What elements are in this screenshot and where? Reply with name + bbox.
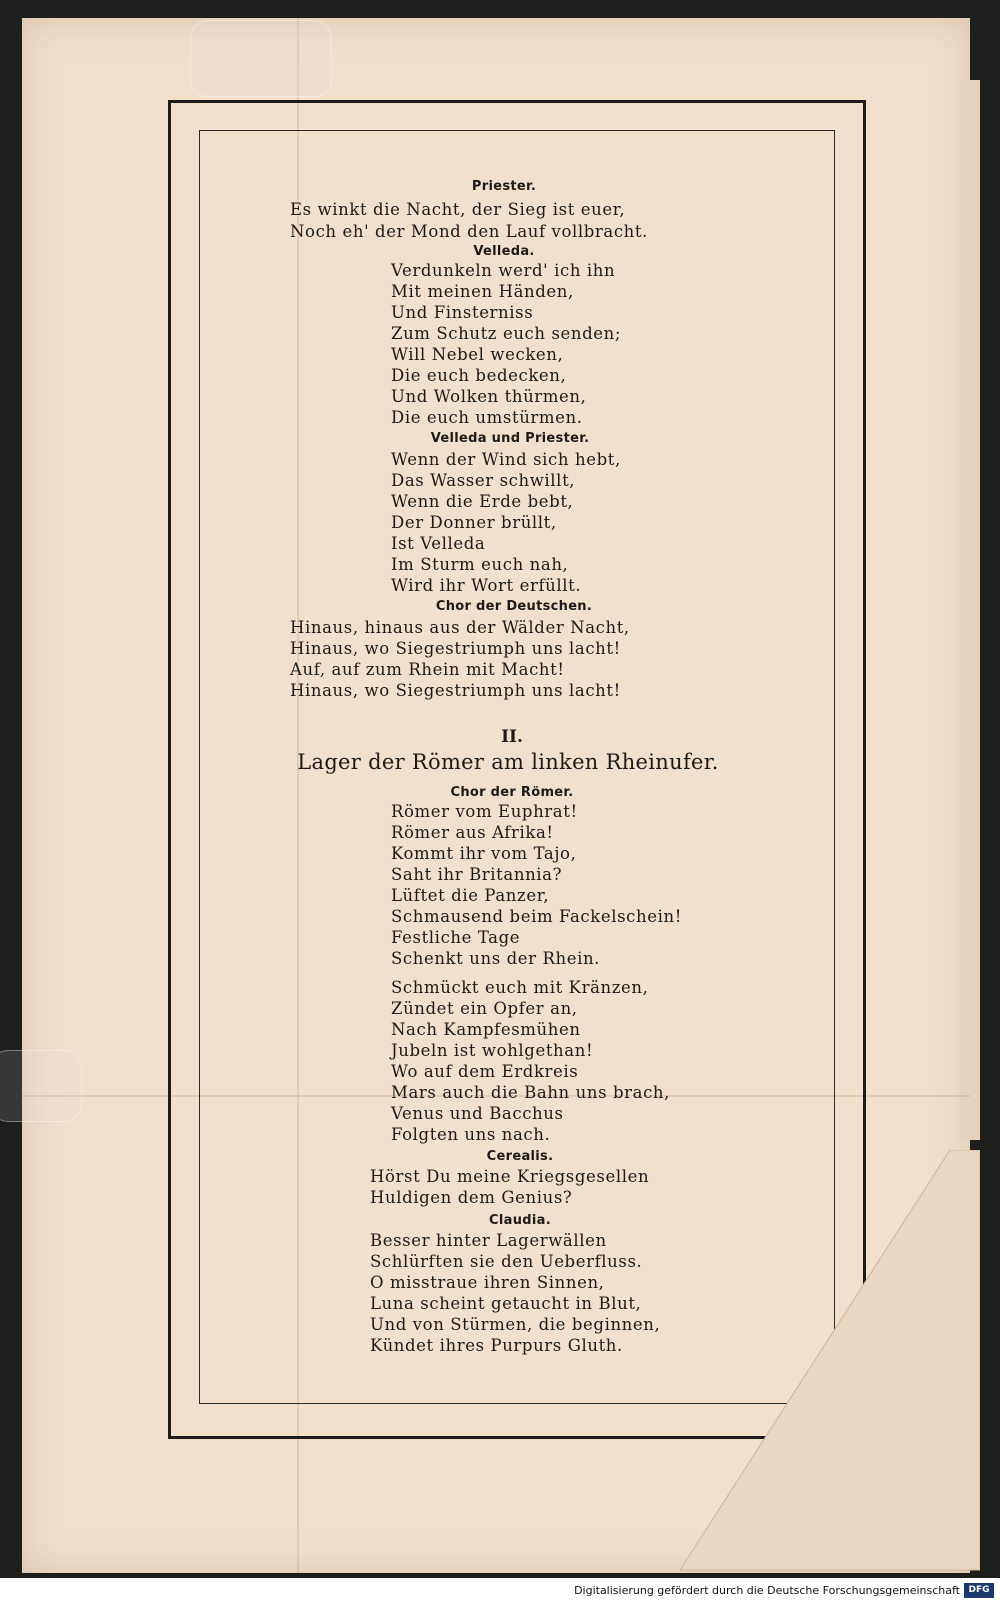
verse-line: Kommt ihr vom Tajo, [391, 844, 577, 863]
speaker-label: Cerealis. [486, 1149, 554, 1164]
verse-line: Besser hinter Lagerwällen [370, 1231, 607, 1250]
verse-line: Der Donner brüllt, [391, 513, 557, 532]
verse-line: Die euch umstürmen. [391, 408, 583, 427]
dfg-logo: DFG [964, 1583, 994, 1598]
speaker-label: Claudia. [489, 1213, 551, 1228]
footer-bar [0, 1578, 1000, 1605]
verse-line: Hinaus, wo Siegestriumph uns lacht! [290, 639, 621, 658]
verse-line: Die euch bedecken, [391, 366, 567, 385]
verse-line: Das Wasser schwillt, [391, 471, 576, 490]
footer-credit: Digitalisierung gefördert durch die Deutsche Forschungsgemeinschaft [574, 1584, 960, 1597]
verse-line: Schlürften sie den Ueberfluss. [370, 1252, 643, 1271]
verse-line: Verdunkeln werd' ich ihn [391, 261, 616, 280]
verse-line: Hinaus, hinaus aus der Wälder Nacht, [290, 618, 630, 637]
verse-line: Zündet ein Opfer an, [391, 999, 578, 1018]
verse-line: Wo auf dem Erdkreis [391, 1062, 579, 1081]
verse-line: Und Wolken thürmen, [391, 387, 587, 406]
verse-line: Und von Stürmen, die beginnen, [370, 1315, 661, 1334]
verse-line: Hörst Du meine Kriegsgesellen [370, 1167, 650, 1186]
verse-line: Im Sturm euch nah, [391, 555, 569, 574]
verse-line: Saht ihr Britannia? [391, 865, 563, 884]
verse-line: Und Finsterniss [391, 303, 534, 322]
verse-line: Ist Velleda [391, 534, 486, 553]
verse-line: Kündet ihres Purpurs Gluth. [370, 1336, 623, 1355]
verse-line: Auf, auf zum Rhein mit Macht! [290, 660, 565, 679]
verse-line: Zum Schutz euch senden; [391, 324, 622, 343]
folded-corner [680, 1150, 980, 1580]
verse-line: Jubeln ist wohlgethan! [391, 1041, 594, 1060]
verse-line: Festliche Tage [391, 928, 521, 947]
verse-line: Wird ihr Wort erfüllt. [391, 576, 582, 595]
verse-line: Schmückt euch mit Kränzen, [391, 978, 649, 997]
verse-line: Hinaus, wo Siegestriumph uns lacht! [290, 681, 621, 700]
verse-line: Mars auch die Bahn uns brach, [391, 1083, 670, 1102]
speaker-label: Priester. [471, 179, 537, 194]
verse-line: Schmausend beim Fackelschein! [391, 907, 682, 926]
verse-line: Venus und Bacchus [391, 1104, 564, 1123]
verse-line: Wenn der Wind sich hebt, [391, 450, 621, 469]
verse-line: Es winkt die Nacht, der Sieg ist euer, [290, 200, 626, 219]
speaker-label: Velleda und Priester. [430, 431, 590, 446]
verse-line: Huldigen dem Genius? [370, 1188, 573, 1207]
speaker-label: Chor der Deutschen. [435, 599, 593, 614]
verse-line: Folgten uns nach. [391, 1125, 551, 1144]
verse-line: Mit meinen Händen, [391, 282, 574, 301]
paper-edge [960, 80, 980, 1140]
verse-line: Römer vom Euphrat! [391, 802, 578, 821]
speaker-label: Velleda. [473, 244, 535, 259]
scene-heading: Lager der Römer am linken Rheinufer. [297, 750, 719, 774]
verse-line: Noch eh' der Mond den Lauf vollbracht. [290, 222, 648, 241]
verse-line: Römer aus Afrika! [391, 823, 554, 842]
verse-line: Schenkt uns der Rhein. [391, 949, 601, 968]
glass-clip [190, 20, 332, 97]
verse-line: Luna scheint getaucht in Blut, [370, 1294, 642, 1313]
act-number: II. [501, 727, 523, 747]
speaker-label: Chor der Römer. [450, 785, 574, 800]
verse-line: Lüftet die Panzer, [391, 886, 550, 905]
verse-line: O misstraue ihren Sinnen, [370, 1273, 605, 1292]
verse-line: Wenn die Erde bebt, [391, 492, 574, 511]
glass-clip [0, 1050, 82, 1122]
verse-line: Will Nebel wecken, [391, 345, 564, 364]
verse-line: Nach Kampfesmühen [391, 1020, 581, 1039]
